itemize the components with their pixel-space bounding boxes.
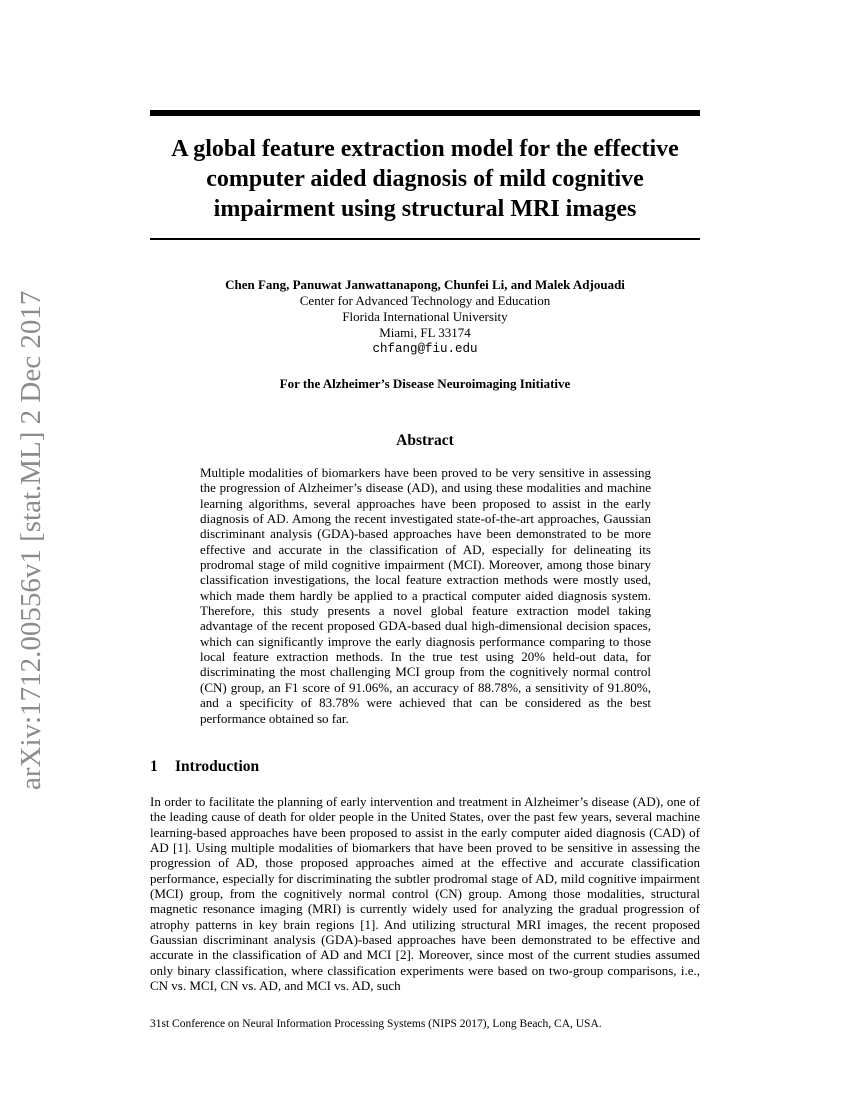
author-block [150,277,700,357]
section-number: 1 [150,758,158,775]
author-affiliation: Center for Advanced Technology and Education [299,293,551,308]
abstract-heading: Abstract [396,432,454,449]
title-top-rule [150,110,700,116]
section-title: Introduction [175,758,260,775]
author-university: Florida International University [342,309,508,324]
conference-footnote: 31st Conference on Neural Information Processing Systems (NIPS 2017), Long Beach, CA, USA. [150,1018,602,1030]
initiative-line: For the Alzheimer’s Disease Neuroimaging Initiative [279,376,571,391]
paper-title: A global feature extraction model for the effective computer aided diagnosis of mild cognitive impairment using structural MRI images [171,136,679,222]
author-location: Miami, FL 33174 [379,325,471,340]
section-heading-introduction [150,758,700,776]
author-email[interactable]: chfang@fiu.edu [372,342,478,356]
introduction-body: In order to facilitate the planning of early intervention and treatment in Alzheimer’s disease (AD), one of the leading cause of death for older people in the United States, over the past few years, several machine learning-based approaches have been proposed to assist in the early computer aided diagnosis (CAD) of AD [1]. Using multiple modalities of biomarkers that have been proved to be sensitive in assessing the progression of AD, those proposed approaches aimed at the effective and accurate classification performance, especially for discriminating the subtler prodromal stage of AD, mild cognitive impairment (MCI) group, from the cognitively normal control (CN) group. Among those modalities, structural magnetic resonance imaging (MRI) is currently widely used for analyzing the gradual progression of atrophy patterns in key brain regions [1]. And utilizing structural MRI images, the recent proposed Gaussian discriminant analysis (GDA)-based approaches have been demonstrated to be effective and accurate in the classification of AD and MCI [2]. Moreover, since most of the current studies assumed only binary classification, where classification experiments were based on two-group comparisons, i.e., CN vs. MCI, CN vs. AD, and MCI vs. AD, such [150,794,700,994]
author-names: Chen Fang, Panuwat Janwattanapong, Chunfei Li, and Malek Adjouadi [225,277,625,292]
title-bottom-rule [150,238,700,240]
abstract-body: Multiple modalities of biomarkers have been proved to be very sensitive in assessing the progression of Alzheimer’s disease (AD), and using these modalities and machine learning algorithms, several approaches have been proposed to assist in the early diagnosis of AD. Among the recent investigated state-of-the-art approaches, Gaussian discriminant analysis (GDA)-based approaches have been demonstrated to be more effective and accurate in the classification of AD, especially for delineating its prodromal stage of mild cognitive impairment (MCI). Moreover, among those binary classification investigations, the local feature extraction methods were mostly used, which made them hardly be applied to a practical computer aided diagnosis system. Therefore, this study presents a novel global feature extraction model taking advantage of the recent proposed GDA-based dual high-dimensional decision spaces, which can significantly improve the early diagnosis performance comparing to those local feature extraction methods. In the true test using 20% held-out data, for discriminating the most challenging MCI group from the cognitively normal control (CN) group, an F1 score of 91.06%, an accuracy of 88.78%, a sensitivity of 91.80%, and a specificity of 83.78% were achieved that can be considered as the best performance obtained so far. [200,465,651,726]
arxiv-identifier-stamp: arXiv:1712.00556v1 [stat.ML] 2 Dec 2017 [15,290,47,790]
